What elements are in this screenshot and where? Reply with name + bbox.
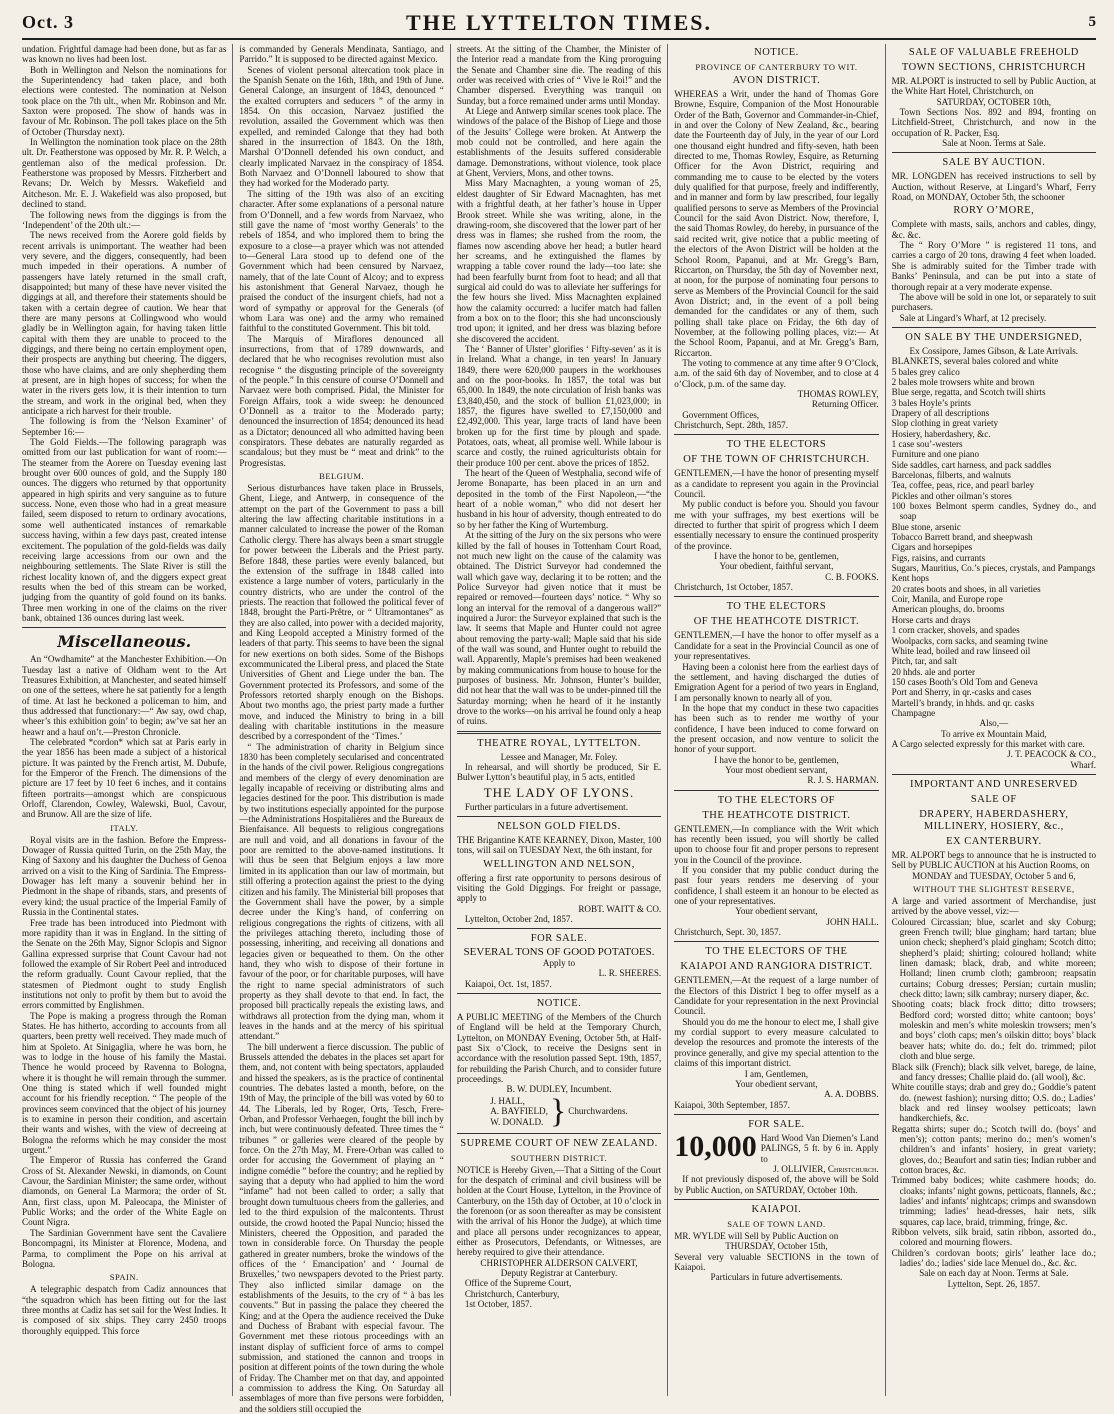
ad-body: A large and varied assortment of Merchandise, just arrived by the above vessel, viz:— <box>891 896 1097 917</box>
section-heading-miscellaneous: Miscellaneous. <box>57 632 192 652</box>
churchwardens-block <box>457 1092 661 1130</box>
ad-subheading: Ex Cossipore, James Gibson, & Late Arrivals. <box>909 345 1079 356</box>
ad-also: Also,— <box>979 718 1009 729</box>
ad-date: SATURDAY, OCTOBER 10th, <box>936 96 1052 107</box>
news-paragraph: The sitting of the 19th was also of an exciting character. After some explanations of a personal nature from O’Donnell, and a few words from Narvaez, who still gave the name of ‘most worthy Generals’ to the rebels of 1854, and who implored them to bring the exposure to a close—a prayer which was not attended to—General Lara stood up to defend one of the Government which had been censured by Narvaez, namely, that of the late Count of Alcoy; and to express his astonishment that General Narvaez, though he praised the conduct of the insurgent chiefs, had not a word of sympathy or approval for the Generals (of whom Lara was one) and the army who remained faithful to the constituted Government. This bit told. <box>239 188 444 334</box>
news-paragraph: A telegraphic despatch from Cadiz announces that “the squadron which has been fitting out for the last three months at Cadiz has set sail for the West Indies. It is composed of six ships. They carry 2450 troops thoroughly equipped. This force <box>22 1284 227 1336</box>
ad-body: The “ Rory O’More ” is registered 11 tons, and carries a cargo of 20 tons, drawing 4 feet when loaded. She is admirably suited for the Timber trade with Banks’ Peninsula, and can be put into a state of thorough repair at a very moderate expense. <box>891 240 1097 292</box>
goods-item: Champagne <box>891 707 936 718</box>
goods-item: Sugars, Mauritius, Co.’s pieces, crystals, and Pampangs <box>891 563 1096 574</box>
ad-heading: KAIAPOI AND RANGIORA DISTRICT. <box>680 961 873 973</box>
ad-heading: NOTICE. <box>754 47 799 58</box>
ad-body: A PUBLIC MEETING of the Members of the Church of England will be held at the Temporary Church, Lyttelton, on MONDAY Evening, October 5th, at Half-past Six o’Clock, to receive the Designs sent in accordance with the resolution passed Sept. 19th, 1857, for rebuilding the Parish Church, and to consider future proceedings. <box>456 1011 662 1084</box>
ad-body: THE Brigantine KATE KEARNEY, Dixon, Master, 100 tons, will sail on TUESDAY Next, the 6th instant, for <box>456 835 662 856</box>
news-paragraph: Miss Mary Macnaghten, a young woman of 25, eldest daughter of Sir Edward Macnaghten, has met with a frightful death, at her father’s house in Upper Brook street. While she was writing, alone, in the drawing-room, she discovered that the lower part of her dress was in flames; she rushed from the room, the flames now ascending above her head; a butler heard her screams, and he extinguished the flames by wrapping a table cover round the lady—too late: she had been fearfully burnt from foot to head; and all that surgical aid could do was to alleviate her sufferings for the few hours she lived. Miss Macnaghten explained how the calamity occurred: a lucifer match had fallen from a box on to the floor; this she had unconsciously trod upon; it ignited, and her dress was blazing before she discovered the accident. <box>456 178 662 344</box>
goods-item: Tea, coffee, peas, rice, and pearl barley <box>891 480 1035 491</box>
news-paragraph: undation. Frightful damage had been done, but as far as was known no lives had been lost. <box>22 44 227 65</box>
news-paragraph: Free trade has been introduced into Piedmont with more rapidity than it was in England. In the sitting of the Senate on the 26th May, Signor Sclopis and Signor Gallina expressed surprise that Count Cavour had not followed the example of Sir Robert Peel and introduced the reform gradually. Count Cavour replied, that the statesmen of Piedmont ought to study English institutions not only to profit by them but to avoid the errors committed by Englishmen. <box>22 917 227 1011</box>
ad-date: MONDAY and TUESDAY, October 5 and 6, <box>912 870 1076 881</box>
masthead <box>22 8 1096 40</box>
news-paragraph: Both in Wellington and Nelson the nominations for the Superintendency had taken place, and both elections were contested. The nomination at Nelson took place on the 7th ult., when Mr. Robinson and Mr. Saxton were proposed. The show of hands was in favour of Mr. Robinson. The poll takes place on the 5th of October (Thursday next). <box>22 64 227 137</box>
ad-heading: TO THE ELECTORS <box>726 601 827 613</box>
divider <box>892 774 1096 775</box>
ad-body: If you consider that my public conduct during the past four years renders me deserving of your confidence, I shall esteem it an honour to be elected as one of your representatives. <box>674 865 879 907</box>
goods-item: White coutille stays; drab and grey do.; Goddie’s patent do. (newest fashion); nursing ditto; O.S. do.; Ladies’ black and red linsey woolsey petticoats; lawn handkerchiefs, &c. <box>891 1082 1097 1124</box>
news-paragraph: The Emperor of Russia has conferred the Grand Cross of St. Alexander Newski, in diamonds, on Count Cavour, the Sardinian Minister; the same order, without diamonds, on General La Marmora; the order of St. Ann, first class, upon M. Paleocapa, the Minister of Public Works; and the order of the White Eagle on Count Nigra. <box>22 1155 227 1228</box>
news-paragraph: streets. At the sitting of the Chamber, the Minister of the Interior read a mandate from the King proroguing the Senate and Chamber sine die. The reading of this order was received with cries of “ Vive le Roi!” and the Chamber dispersed. Everything was tranquil on Sunday, but a force remained under arms until Monday. <box>456 44 662 106</box>
ad-body: My public conduct is before you. Should you favour me with your suffrages, my best exertions will be directed to further that spirit of progress which I deem essentially necessary to ensure the continued prosperity of the province. <box>674 499 879 551</box>
ad-heading: OF THE HEATHCOTE DISTRICT. <box>693 616 860 628</box>
column-5 <box>886 44 1096 1396</box>
ad-closing: Your obedient servant, <box>735 1078 818 1089</box>
play-title: THE LADY OF LYONS. <box>483 784 635 800</box>
goods-item: Tobacco Barrett brand, and sheepwash <box>891 532 1033 543</box>
ad-heading: THEATRE ROYAL, LYTTELTON. <box>477 737 641 749</box>
goods-item: Blue serge, regatta, and Scotch twill shirts <box>891 387 1046 398</box>
goods-item: Blue stone, arsenic <box>891 521 961 532</box>
goods-item: Regatta shirts; super do.; Scotch twill do. (boys’ and men’s); cotton pants; merino do.; men’s women’s children’s and infants’ hosiery, in great variety; gloves, do.; Beaufort and satin ties; Indian rubber and cotton braces, &c. <box>891 1123 1097 1175</box>
divider <box>457 928 661 929</box>
divider <box>892 152 1096 153</box>
ad-date: 1st October, 1857. <box>464 1299 532 1310</box>
news-paragraph: An “Owdhamite” at the Manchester Exhibition.—On Tuesday last a native of Oldham went to the Art Treasures Exhibition, at Manchester, and seated himself on one of the settees, where he sat patiently for a length of time. At last he beckoned a policeman to him, and thus addressed that functionary:—“ Aw say, owd chap, wheer’s this exhibition goin’ to begin; aw’ve sat her an heawr and a hauf on’t.—Preston Chronicle. <box>22 654 227 737</box>
ad-freehold-sections <box>892 47 1096 148</box>
ad-signature: ROBT. WAITT & CO. <box>578 903 662 914</box>
ad-body: Should you do me the honour to elect me, I shall give my cordial support to every measure calculated to develop the resources and promote the interests of the province generally, and give my special attention to the claims of this important district. <box>674 1016 879 1069</box>
ad-heading: TO THE ELECTORS <box>726 439 827 451</box>
ad-body: MR. ALPORT is instructed to sell by Public Auction, at the White Hart Hotel, Christchurch, on <box>891 76 1097 97</box>
goods-item: Port and Sherry, in qr.-casks and cases <box>891 687 1032 698</box>
ad-body: MR. WYLDE will Sell by Public Auction on <box>674 1230 839 1241</box>
divider <box>457 1133 661 1134</box>
ad-date: Kaiapoi, 30th September, 1857. <box>674 1099 790 1110</box>
columns <box>22 44 1097 1414</box>
ad-body: If not previously disposed of, the above will be Sold by Public Auction, on SATURDAY, October 10th. <box>674 1174 879 1195</box>
ad-body: Sale at Noon. Terms at Sale. <box>942 138 1046 149</box>
divider <box>457 731 661 734</box>
ad-closing: I am, Gentlemen, <box>744 1068 809 1079</box>
goods-list <box>892 356 1096 718</box>
goods-item: Hosiery, haberdashery, &c. <box>891 428 991 439</box>
warden-name: W. DONALD. <box>490 1116 544 1127</box>
ad-office: Government Offices, <box>682 409 760 420</box>
ad-date: Lyttelton, October 2nd, 1857. <box>464 914 573 925</box>
ad-closing: I have the honor to be, gentlemen, <box>714 551 839 562</box>
ad-heading: OF THE TOWN OF CHRISTCHURCH. <box>683 454 870 466</box>
ad-body: MR. ALPORT begs to announce that he is instructed to Sell by PUBLIC AUCTION at his Auction Rooms, on <box>891 849 1097 871</box>
ad-palings <box>674 1119 878 1195</box>
ad-body: GENTLEMEN,—At the request of a large number of the Electors of this District I beg to offer myself as a Candidate for your representation in the next Provincial Council. <box>674 975 879 1017</box>
news-paragraph: The celebrated *cordon* which sat at Paris early in the year 1856 has been made a subject of a historical picture. It was painted by the French artist, M. Dubufe, for the Emperor of the French. The dimensions of the picture are 17 feet by 10 feet 6 inches, and it contains fifteen portraits—amongst which are conspicuous Orloff, Clarendon, Cowley, Walewski, Buol, Cavour, and Brunow. All are the size of life. <box>22 737 227 820</box>
goods-item: Side saddles, cart harness, and pack saddles <box>891 459 1052 470</box>
goods-item: Martell’s brandy, in hhds. and qr. casks <box>891 697 1035 708</box>
ad-body: Town Sections Nos. 892 and 894, fronting on Litchfield-Street, Christchurch, and now in the occupation of R. Packer, Esq. <box>891 107 1097 138</box>
ad-signature: L. R. SHEERES. <box>598 968 662 979</box>
ad-heading: DRAPERY, HABERDASHERY, MILLINERY, HOSIERY, &c., <box>919 808 1069 832</box>
divider <box>674 941 878 942</box>
goods-item: 100 boxes Belmont sperm candles, Sydney do., and soap <box>891 501 1097 522</box>
news-paragraph: In Wellington the nomination took place on the 28th ult. Dr. Featherstone was opposed by Mr. R. P. Welch, a gentleman also of the medical profession. Dr. Featherstone was proposed by Messrs. Fitzherbert and Revans; Dr. Welch by Messrs. Wakefield and Aitcheson. Mr. E. J. Wakefield was also proposed, but declined to stand. <box>22 137 227 210</box>
goods-item: Slop clothing in great variety <box>891 418 999 429</box>
ad-electors-heathcote-harman <box>674 601 878 785</box>
ad-supreme-court <box>457 1138 661 1310</box>
news-paragraph: The following news from the diggings is from the ‘Independent’ of the 20th ult.:— <box>22 209 227 230</box>
ad-date: THURSDAY, October 15th, <box>725 1241 828 1252</box>
goods-item: Coloured Circassian; blue, scarlet and sky Coburg; green French twill; blue gingham; hard tartan; blue union check; shepherd’s plaid gingham; Scotch ditto; shepherd’s plaid; shirting; coloured holland; white linen damask; black, drab, and white moreen; Holland; linen crumb cloth; gambroon; reapsatin curtains; Coburg dresses; Persian; curtain muslin; check ditto; lawn; silk cambray; nursery diaper, &c. <box>891 916 1097 1000</box>
ad-body: SEVERAL TONS OF GOOD POTATOES. <box>463 946 655 959</box>
ad-signature: J. T. PEACOCK & CO., <box>1007 749 1097 760</box>
ad-body: Complete with masts, sails, anchors and cables, dingy, &c. &c. <box>891 219 1097 240</box>
ship-name: RORY O’MORE, <box>953 205 1035 217</box>
ad-body: GENTLEMEN,—I have the honor of presenting myself as a candidate to represent you again in the Provincial Council. <box>674 468 879 500</box>
ad-date: Lyttelton, Sept. 26, 1857. <box>947 1278 1041 1289</box>
ad-body: GENTLEMEN,—I have the honor to offer myself as a Candidate for a seat in the Provincial Council as one of your representatives. <box>674 630 879 662</box>
ad-body: Further particulars in a future advertisement. <box>464 801 628 812</box>
goods-item: Ribbon velvets, silk braid, satin ribbon, assorted do., colored and mourning flowers. <box>891 1227 1097 1248</box>
divider <box>674 1199 878 1200</box>
goods-item: Pitch, tar, and salt <box>891 656 957 667</box>
goods-item: Furniture and one piano <box>891 449 980 460</box>
ad-body: In rehearsal, and will shortly be produced, Sir E. Bulwer Lytton’s beautiful play, in 5 acts, entitled <box>456 762 662 783</box>
news-paragraph: The Sardinian Government have sent the Cavaliere Boncompagni, its Minister at Florence, Modena, and Parma, to compliment the Pope on his arrival at Bologna. <box>22 1227 227 1269</box>
news-paragraph: The Gold Fields.—The following paragraph was omitted from our last publication for want of room:—The steamer from the Aorere on Tuesday evening last brought over 600 ounces of gold, and the Supply 180 ounces. The diggers who returned by that opportunity appeared in high spirits and very sanguine as to future success. None, even those who had in a great measure failed, seem disposed to return to ordinary avocations, some well authenticated instances of remarkable success having, within a few days past, created intense excitement. The population of the gold-fields was daily receiving large accessions from our own and the neighbouring settlements. The Slate River is still the richest locality known of, and the diggers expect great results when the bed of this stream can be worked, judging from the quantity of gold found on its banks. Three men working in one of the claims on the river bank, obtained 136 ounces during last week. <box>22 437 227 623</box>
ad-body: Sale at Lingard’s Wharf, at 12 precisely. <box>899 312 1047 323</box>
ad-office: Office of the Supreme Court, <box>464 1278 572 1289</box>
ad-drapery-sale <box>892 779 1096 1289</box>
goods-item: 150 cases Booth’s Old Tom and Geneva <box>891 676 1038 687</box>
goods-item: Pickles and other oilman’s stores <box>891 490 1012 501</box>
ad-reserve: WITHOUT THE SLIGHTEST RESERVE, <box>913 884 1075 894</box>
goods-item: 1 corn cracker, shovels, and spades <box>891 625 1020 636</box>
ad-body: Several very valuable SECTIONS in the town of Kaiapoi. <box>674 1251 879 1272</box>
column-3 <box>451 44 668 1396</box>
notice-avon-district <box>674 47 878 430</box>
ad-date: Christchurch, Sept. 28th, 1857. <box>674 420 789 430</box>
goods-item: 5 bales grey calico <box>891 366 960 377</box>
divider <box>457 816 661 817</box>
ad-kaiapoi-land <box>674 1204 878 1283</box>
ad-closing: Your most obedient servant, <box>725 764 828 775</box>
wardens-label: Churchwardens. <box>568 1106 628 1117</box>
goods-list <box>892 917 1096 1269</box>
news-paragraph: The heart of the Queen of Westphalia, second wife of Jerome Bonaparte, has been placed in an urn and deposited in the tomb of the First Napoleon,—“the heart of a noble woman,” who did not desert her husband in his hour of adversity, though entreated to do so by her father the King of Wurtemburg. <box>456 468 662 530</box>
ad-signature: THOMAS ROWLEY, <box>797 388 879 399</box>
column-2 <box>233 44 450 1414</box>
goods-item: 20 hhds. ale and porter <box>891 666 975 677</box>
ad-body: Hard Wood Van Diemen’s Land PALINGS, 5 ft. by 6 in. Apply to <box>760 1132 879 1164</box>
ad-district: AVON DISTRICT. <box>732 75 821 86</box>
ad-place: Wharf. <box>1070 759 1097 770</box>
ad-heading: SALE OF <box>970 793 1017 805</box>
ad-apply: Apply to <box>542 957 576 968</box>
divider <box>892 327 1096 328</box>
ad-arrive: To arrive ex Mountain Maid, <box>941 728 1047 739</box>
news-paragraph: At the sitting of the Jury on the six persons who were killed by the fall of houses in Tottenham Court Road, not much new light on the cause of the calamity was obtained. The District Surveyor had condemned the wall which gave way, declaring it to be rotten; and the Police Surveyor had given notice that it must be repaired or removed—fourteen days’ notice. “ Why so long an interval for the removal of a dangerous wall?” inquired a Juror: the Surveyor explained that such is the law. It seems that Maple and Hunter could not agree about removing the party-wall; Maple said that his side of the wall was sound, and Hunter ought to rebuild the wall. Apparently, Maple’s premises had been weakened by making communications from house to house for the purposes of business. Mr. Johnson, Hunter’s builder, did not hear that the wall was to be under-pinned till the Saturday morning; when he heard of it he instantly drove to the works—on his arrival he found only a heap of ruins. <box>456 530 662 727</box>
news-paragraph: The following is from the ‘Nelson Examiner’ of September 16:— <box>22 416 227 437</box>
news-paragraph: The news received from the Aorere gold fields by recent arrivals is unimportant. The weather had been very severe, and the diggers, consequently, had been much impeded in their operations. A number of passengers have lately returned in the small craft, disappointed; but many of these have never visited the diggings at all, and therefore their statements should be taken with a certain degree of caution. We hear that there are many persons at Collingwood who would gladly be in Wellington again, for having taken little capital with them they are unable to proceed to the diggings, and there being no certain employment open, their prospects are anything but cheering. The diggers, those who have claims, and are only shepherding them at present, are in high hopes of success; for when the water in the rivers gets low, it is their intention to turn the stream, and work in the original bed, when they anticipate a rich harvest for their trouble. <box>22 230 227 417</box>
column-1 <box>22 44 233 1396</box>
goods-item: Figs, raisins, and currants <box>891 552 986 563</box>
ad-electors-heathcote-hall <box>674 795 878 938</box>
ad-theatre-royal <box>457 738 661 812</box>
newspaper-title: THE LYTTELTON TIMES. <box>406 10 712 35</box>
ad-electors-christchurch <box>674 439 878 592</box>
ad-heading: NOTICE. <box>536 997 582 1009</box>
warden-name: A. BAYFIELD, <box>490 1106 548 1117</box>
ad-subheading: PROVINCE OF CANTERBURY TO WIT. <box>695 62 858 72</box>
ad-body: The above will be sold in one lot, or separately to suit purchasers. <box>891 291 1097 313</box>
ad-heading: FOR SALE. <box>530 933 588 945</box>
ad-body: Sale on each day at Noon. Terms at Sale. <box>919 1268 1069 1279</box>
goods-item: Black silk (French); black silk velvet, barege, de laine, and fancy dresses; Challie plaid do. (all wool), &c. <box>891 1061 1097 1082</box>
column-4 <box>668 44 885 1396</box>
palings-quantity: 10,000 <box>674 1129 757 1163</box>
ad-heading: KAIAPOI. <box>751 1203 802 1215</box>
goods-item: 3 bales Hoyle’s prints <box>891 397 971 408</box>
warden-name: J. HALL, <box>490 1096 525 1107</box>
goods-item: 1 case sou’-westers <box>891 438 963 449</box>
ad-schooner-auction <box>892 157 1096 322</box>
ad-signature: J. OLLIVIER, Christchurch. <box>773 1163 879 1174</box>
news-paragraph: Scenes of violent personal altercation took place in the Spanish Senate on the 16th, 18th, and 19th of June. General Calonge, an insurgent of 1843, denounced “ the exalted corrupters and seducers ” of the army in 1854. On this occasion, Narvaez justified the revolution, assailed the Government which was then expelled, and reminded Calonge that they had both shared in the insurrection of 1843. On the 18th, Marshal O’Donnell defended his own conduct, and clearly implicated Narvaez in the conspiracy of 1854. Both Narvaez and O’Donnell laboured to show that they had worked for the Moderado party. <box>239 64 444 189</box>
ad-date: Kaiapoi, Oct. 1st, 1857. <box>464 978 552 989</box>
goods-item: Woolpacks, corn sacks, and seaming twine <box>891 635 1048 646</box>
ad-heading: EX CANTERBURY. <box>946 835 1042 847</box>
ad-heading: TO THE ELECTORS OF THE <box>705 946 848 958</box>
ad-body: In the hope that my conduct in these two capacities has been such as to render me worthy of your confidence, I have been induced to come forward on the present occasion, and now venture to solicit the honor of your support. <box>674 702 879 755</box>
ad-electors-kaiapoi <box>674 946 878 1109</box>
section-heading-italy: ITALY. <box>110 822 139 833</box>
ad-subheading: SALE OF TOWN LAND. <box>727 1218 826 1229</box>
section-heading-belgium: BELGIUM. <box>319 471 365 482</box>
ad-church-notice <box>457 998 661 1129</box>
divider <box>674 434 878 435</box>
goods-item: Cigars and horsepipes <box>891 542 973 553</box>
divider <box>674 596 878 597</box>
goods-item: Barcelonas, filberts, and walnuts <box>891 470 1011 480</box>
section-heading-spain: SPAIN. <box>109 1272 139 1283</box>
news-paragraph: The ‘ Banner of Ulster’ glorifies ‘ Fifty-seven’ as it is in Ireland. What a change, in ten years! In January 1849, there were 620,000 paupers in the workhouses and on the poor-books. In 1857, the total was but 65,000. In 1849, the note circulation of Irish banks was £3,840,450, and the stock of bullion £1,023,000; in 1857, the figures have swelled to £7,150,000 and £2,492,000. This year, large tracts of land have been broken up for the first time by plough and spade. Potatoes, oats, wheat, all promise well. While labour is scarce and costly, the ruined agriculturists obtain for their produce 100 per cent. above the prices of 1852. <box>456 343 662 468</box>
ad-signature: R. J. S. HARMAN. <box>807 775 879 786</box>
ad-body: NOTICE is Hereby Given,—That a Sitting of the Court for the despatch of criminal and civil business will be holden at the Court House, Lyttelton, in the Province of Canterbury, on the 15th day of October, at 10 o’clock in the forenoon (or as soon thereafter as may be consistent with the arrival of his Honor the Judge), at which time and place all persons under recognizances to appear, either as Prosecutors, Defendants, or Witnesses, are hereby required to give their attendance. <box>456 1164 662 1258</box>
goods-item: Shooting coats; black frock ditto; ditto trowsers; Bedford cord; worsted ditto; white cantoon; boys’ moleskin and men’s white moleskin trowsers; men’s and boys’ cloth caps; men’s oilskin ditto; boys’ black beaver hats; white do. do.; felt do. trimmed; pilot cloth and blue serge. <box>891 999 1097 1062</box>
ad-closing: Your obedient, faithful servant, <box>719 561 834 572</box>
goods-item: Drapery of all descriptions <box>891 407 990 418</box>
goods-item: Coir, Manila, and Europe rope <box>891 594 1003 605</box>
ad-signature: C. B. FOOKS. <box>825 571 879 582</box>
news-paragraph: At Liege and Antwerp similar scenes took place. The windows of the palace of the Bishop of Liege and those of the Jesuits’ College were broken. At Antwerp the mob could not be controlled, and here again the establishments of the Jesuits suffered considerable damage. Demonstrations, without violence, took place at Ghent, Verviers, Mons, and other towns. <box>456 106 662 179</box>
ad-heading: TOWN SECTIONS, CHRISTCHURCH <box>901 62 1086 73</box>
news-paragraph: The Marquis of Miraflores denounced all insurrections, from that of 1789 downwards, and declared that he who recognises revolution must also recognise “ the disgusting principle of the sovereignty of the people.” In this censure of course O’Donnell and Narvaez were both comprised. Pidal, the Minister for Foreign Affairs, took a wide sweep: he denounced O’Donnell as a traitor to the Moderado party; denounced the insurrection of 1854; denounced its head as a Dictator; denounced all who admitted having been conspirators. These debates are naturally regarded as scandalous; but they must be “ meat and drink” to the Progresistas. <box>239 333 444 468</box>
ad-heading: NELSON GOLD FIELDS. <box>497 821 621 833</box>
ad-heading: FOR SALE. <box>748 1118 805 1130</box>
ad-heading: IMPORTANT AND UNRESERVED <box>910 778 1078 790</box>
ad-destination: WELLINGTON AND NELSON, <box>483 858 635 870</box>
ad-signature: JOHN HALL. <box>826 916 879 927</box>
ad-date: Christchurch, 1st October, 1857. <box>674 582 793 593</box>
ad-body: WHEREAS a Writ, under the hand of Thomas Gore Browne, Esquire, Companion of the Most Honourable Order of the Bath, Governor and Commander-in-Chief, in and over the Colony of New Zealand, &c., bearing date the Fourteenth day of July, in the year of our Lord one thousand eight hundred and fifty-seven, hath been directed to me, Thomas Rowley, Esquire, as Returning Officer for the Avon District, requiring and commanding me to cause to be elected by the voters duly qualified for that purpose, freely and indifferently, and in manner and form by law prescribed, four legally qualified persons to serve as Members of the Provincial Council for the said Avon District. Now, therefore, I, the said Thomas Rowley, do hereby, in pursuance of the said recited writ, give notice that a public meeting of the electors of the Avon District will be holden at the School Room, Papanui, and at Mr. Gregg’s Barn, Riccarton, on Thursday, the 5th day of November next, at noon, for the purpose of nominating four persons to serve as Members of the Provincial Council for the said Avon District; and, in the event of a poll being demanded for the candidates or any of them, such polling shall take place on Friday, the 6th day of November, at the following polling places, viz:— At the School Room, Papanui, and at Mr. Gregg’s Barn, Riccarton. <box>674 89 879 358</box>
news-paragraph: Serious disturbances have taken place in Brussels, Ghent, Liege, and Antwerp, in consequence of the attempt on the part of the Government to pass a bill altering the law affecting charitable institutions in a manner calculated to increase the power of the Roman Catholic clergy. There has always been a smart struggle for power between the Liberals and the Priest party. Before 1848, these parties were evenly balanced, but the extension of the suffrage in 1848 called into existence a large number of voters, particularly in the country districts, who are under the control of the priests. The reaction that followed the political fever of 1848, brought the Parti-Prêtre, or “ Ultramontanes” as they are also called, into power with a decided majority, and King Leopold accepted a Ministry formed of the leaders of that party. This seems to have been the signal for new exertions on both sides. Some of the Bishops excommunicated the Liberal press, and placed the State Universities of Ghent and Liege under the ban. The Government protected its Professors, and some of the Professors retorted sharply enough on the Bishops. About two months ago, the priest party made a further move, and induced the Ministry to bring in a bill dealing with charitable institutions in the measure described by a correspondent of the ‘Times.’ <box>239 483 444 742</box>
ad-body: Particulars in future advertisements. <box>710 1272 843 1283</box>
ad-closing: I have the honor to be, gentlemen, <box>714 754 839 765</box>
ad-heading: THE HEATHCOTE DISTRICT. <box>702 809 851 821</box>
goods-item: Children’s cordovan boots; girls’ leather lace do.; ladies’ do.; ladies’ side lace Menuel do., &c. &c. <box>891 1247 1097 1269</box>
brace-glyph: } <box>549 1092 567 1130</box>
ad-signature: CHRISTOPHER ALDERSON CALVERT, <box>480 1257 638 1268</box>
ad-subheading: Lessee and Manager, Mr. Foley. <box>500 751 618 762</box>
ad-role: Deputy Registrar at Canterbury. <box>500 1268 618 1279</box>
ad-body: GENTLEMEN,—In compliance with the Writ which has recently been issued, you will shortly be called upon to choose four fit and proper persons to represent you in the Council of the province. <box>674 823 879 865</box>
ad-signature: A. A. DOBBS. <box>824 1089 879 1100</box>
ad-body: A Cargo selected expressly for this market with care. <box>891 738 1085 749</box>
ad-nelson-gold-fields <box>457 821 661 924</box>
ad-heading: SALE BY AUCTION. <box>942 157 1046 169</box>
news-paragraph: The Pope is making a progress through the Roman States. He has hitherto, according to accounts from all quarters, been pretty well received. They made much of him at Spoleto. At Sinigaglia, where he was born, he was to lodge in the house of his family the Mastai. Thence he would proceed by Ravenna to Bologna, where it is thought he will remain through the summer. One thing is stated which if well founded might account for his friendly reception. “ The people of the provinces seem convinced that the object of his journey is to examine in person their condition, and ascertain their wants and wishes, with the view of decreeing at Bologna the reforms which he may consider the most urgent.” <box>22 1010 227 1156</box>
divider <box>674 790 878 791</box>
ad-closing: Your obedient servant, <box>735 906 818 917</box>
ad-peacock-goods <box>892 332 1096 770</box>
ad-heading: SALE OF VALUABLE FREEHOLD <box>908 47 1079 58</box>
ad-signature: B. W. DUDLEY, Incumbent. <box>506 1084 612 1095</box>
goods-item: Horse carts and drays <box>891 614 971 625</box>
ad-place: Christchurch, Canterbury, <box>464 1288 560 1299</box>
ad-body: offering a first rate opportunity to persons desirous of visiting the Gold Diggings. For freight or passage, apply to <box>456 872 662 904</box>
ad-date: Christchurch, Sept. 30, 1857. <box>674 927 781 938</box>
ad-body: MR. LONGDEN has received instructions to sell by Auction, without Reserve, at Lingard’s Wharf, Ferry Road, on MONDAY, October 5th, the schooner <box>891 171 1097 203</box>
ad-heading: SUPREME COURT OF NEW ZEALAND. <box>460 1137 658 1149</box>
goods-item: White lead, boiled and raw linseed oil <box>891 645 1031 656</box>
ad-body: Having been a colonist here from the earliest days of the settlement, and having discharged the duties of Emigration Agent for a period of two years in England, I am personally known to nearly all of you. <box>674 661 879 703</box>
ad-heading: TO THE ELECTORS OF <box>717 794 836 806</box>
ad-body: The voting to commence at any time after 9 O’Clock, a.m. of the said 6th day of November, and to close at 4 o’Clock, p.m. of the same day. <box>674 357 879 389</box>
ad-potatoes <box>457 933 661 988</box>
divider <box>674 1114 878 1115</box>
ad-heading: ON SALE BY THE UNDERSIGNED, <box>905 331 1083 343</box>
news-paragraph: is commanded by Generals Mendinata, Santiago, and Parrido.” It is supposed to be directed against Mexico. <box>239 44 444 65</box>
goods-item: BLANKETS, several bales colored and white <box>891 356 1059 367</box>
ad-role: Returning Officer. <box>811 399 879 410</box>
divider <box>22 627 226 628</box>
goods-item: Kent hops <box>891 573 929 584</box>
news-paragraph: “ The administration of charity in Belgium since 1830 has been completely secularised and concentrated in the hands of the civil power. Religious congregations and members of the clergy of every denomination are legally incapable of receiving or distributing alms and legacies destined for the poor. This distribution is made by two institutions especially appointed for the purpose—the Administrations Hospitalières and the Bureaux de Bienfaisance. All bequests to religious congregations are null and void, and all donations in favour of the poor are remitted to the above-named institutions. It will thus be seen that Belgium enjoys a law more limited in its application than our law of mortmain, but still offering a protection against the priest to the dying citizen and his family. The Ministerial bill proposes that the Government shall have the power, by a simple decree under the King’s hand, of conferring on religious congregations the rights of citizens, with all the privileges attaching thereto, including those of possessing, inheriting, and receiving all donations and legacies given or bequeathed to them. On the other hand, they who wish to dispose of their fortune in favour of the poor, or for charitable purposes, will have the right to name special administrators of such property as they shall devote to that end. In fact, the proposed bill practically repeals the existing laws, and withdraws all protection from the dying man, whom it leaves in the hands and at the mercy of his spiritual attendant.” <box>239 741 444 1042</box>
issue-date: Oct. 3 <box>22 12 74 32</box>
goods-item: 2 bales mole trowsers white and brown <box>891 376 1035 387</box>
goods-item: 20 crates boots and shoes, in all varieties <box>891 583 1041 594</box>
page-number: 5 <box>1088 14 1096 30</box>
news-paragraph: Royal visits are in the fashion. Before the Empress-Dowager of Russia quitted Turin, on the 25th May, the King of Saxony and his daughter the Duchess of Genoa arrived on a visit to the King of Sardinia. The Empress-Dowager has left many a souvenir behind her in Piedmont in the shape of ribands, stars, and presents of every kind; the usual practice of the Imperial Family of Russia in the Continental states. <box>22 834 227 918</box>
ad-subheading: SOUTHERN DISTRICT. <box>510 1152 608 1163</box>
divider <box>457 993 661 994</box>
goods-item: American ploughs, do. brooms <box>891 604 1005 615</box>
news-paragraph: The bill underwent a fierce discussion. The public of Brussels attended the debates in the places set apart for them, and, not content with being spectators, applauded and hissed the speakers, as is the practice of continental countries. The debates lasted a month, before, on the 19th of May, the principle of the bill was voted by 60 to 44. The Liberals, led by Roger, Orts, Tesch, Frere-Orban, and Professor Verhaegen, fought the bill inch by inch, but were continuously defeated. Three times the “ tribunes ” or galleries were cleared of the people by force. On the 27th May, M. Frere-Orban was called to order for accusing the Government of playing an “ indigne comédie ” before the country; and he replied by saying that a deputy who had applied to him the word “infame” had not been called to order; a sally that brought down tumultuous cheers from the galleries, and led to the third expulsion of the malcontents. Thrust outside, the crowd hooted the Papal Nuncio; hissed the Ministers, cheered the Opposition, and paraded the town in considerable force. On Thursday the people gathered in greater numbers, broke the windows of the offices of the ‘ Emancipation’ and ‘ Journal de Bruxelles,’ two newspapers devoted to the Priest party. They also inflicted similar damage on the establishments of the Jesuits, to the cry of “ à bas les couvents.” But in passing the palace they cheered the King; and at the Opera the audience received the Duke and Duchess of Brabant with especial favour. The Government met these riotous proceedings with an instant display of sufficient force of arms to compel submission, and stationed the cannon and troops in position at different points of the town during the whole of Friday. The Chamber met on that day, and appointed a commission to address the King. On Saturday all assemblages of more than five persons were forbidden, and the soldiers still occupied the <box>239 1041 444 1414</box>
goods-item: Trimmed baby bodices; white cashmere hoods; do. cloaks; infants’ night gowns, petticoats, flannels, &c.; ladies’ and infants’ nightcaps; crimps and swansdown trimming; ladies’ head-dresses, hair nets, silk squares, cap lace, braid, trimming, fringe, &c. <box>891 1175 1097 1227</box>
